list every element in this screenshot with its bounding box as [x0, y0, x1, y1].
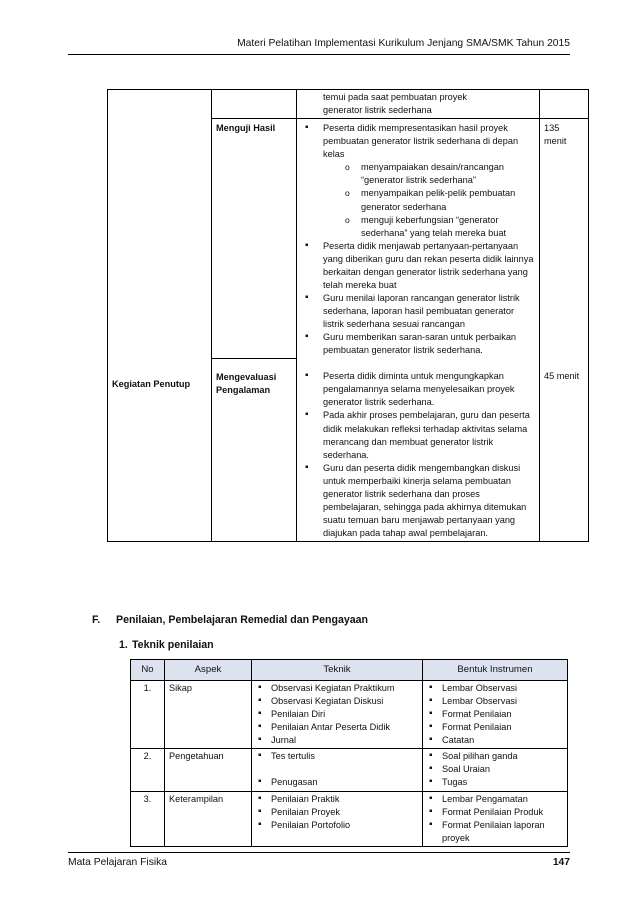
table-row: [131, 749, 568, 791]
list-item: ▪ Format Penilaian Produk: [442, 806, 563, 819]
penutup-desc: [297, 358, 540, 541]
list-item: ▪ Penugasan: [271, 776, 418, 789]
subsection-number: 1.: [119, 639, 128, 651]
sub-list-item: o menyampaikan pelik-pelik pembuatan generator sederhana: [361, 187, 535, 213]
table-header-row: [131, 660, 568, 681]
header-bentuk: Bentuk Instrumen: [423, 660, 568, 681]
list-item: ▪ Jurnal: [271, 734, 418, 747]
menguji-desc: [297, 119, 540, 359]
kegiatan-label: Kegiatan Penutup: [112, 379, 191, 389]
row-teknik: [252, 791, 423, 846]
row-teknik: [252, 749, 423, 791]
list-item: ▪ Penilaian Portofolio: [271, 819, 418, 832]
list-item: ▪ Guru menilai laporan rancangan generator listrik sederhana, laporan hasil pembuatan generator listrik sederhana sesuai rancangan: [323, 292, 535, 331]
list-item: ▪ Lembar Pengamatan: [442, 793, 563, 806]
header-rule: [68, 54, 570, 55]
mengevaluasi-label: Mengevaluasi Pengalaman: [216, 371, 277, 395]
sub-list-item: o menguji keberfungsian “generator sederhana” yang telah mereka buat: [361, 214, 535, 240]
row-aspek: Pengetahuan: [165, 749, 252, 791]
row-teknik: [252, 681, 423, 749]
list-item: [323, 122, 535, 240]
subsection-heading: [119, 639, 214, 651]
list-item: ▪ Tugas: [442, 776, 563, 789]
menguji-cell: [212, 119, 297, 359]
desc-cell: [297, 90, 540, 119]
continuation-line: generator listrik sederhana: [323, 105, 432, 116]
continuation-text: [303, 91, 535, 117]
list-item: ▪ Observasi Kegiatan Diskusi: [271, 695, 418, 708]
list-item: ▪ Catatan: [442, 734, 563, 747]
list-item: ▪ Format Penilaian: [442, 708, 563, 721]
row-bentuk: [423, 681, 568, 749]
list-item: ▪ Penilaian Praktik: [271, 793, 418, 806]
list-item: ▪ Soal pilihan ganda: [442, 750, 563, 763]
list-item: ▪ Format Penilaian laporan proyek: [442, 819, 563, 845]
list-item: ▪ Format Penilaian: [442, 721, 563, 734]
list-item: ▪ Penilaian Antar Peserta Didik: [271, 721, 418, 734]
list-item: ▪ Lembar Observasi: [442, 682, 563, 695]
list-item-text: Peserta didik mempresentasikan hasil proyek pembuatan generator listrik sederhana di depan kelas: [323, 123, 519, 160]
mengevaluasi-cell: [212, 358, 297, 541]
list-item: ▪ Peserta didik diminta untuk mengungkapkan pengalamannya selama menyelesaikan proyek generator listrik sederhana.: [323, 370, 535, 409]
section-title: Penilaian, Pembelajaran Remedial dan Pengayaan: [116, 614, 368, 626]
list-item: ▪ Peserta didik menjawab pertanyaan-pertanyaan yang diberikan guru dan rekan peserta didik lainnya berkaitan dengan generator listrik sederhana yang telah mereka buat: [323, 240, 535, 292]
header-teknik: Teknik: [252, 660, 423, 681]
page-header: Materi Pelatihan Implementasi Kurikulum Jenjang SMA/SMK Tahun 2015: [237, 38, 570, 49]
section-heading: [92, 614, 368, 626]
table-row: [131, 681, 568, 749]
list-item: ▪ Lembar Observasi: [442, 695, 563, 708]
continuation-line: temui pada saat pembuatan proyek: [323, 92, 468, 102]
menguji-time: 135 menit: [540, 119, 589, 359]
table-row: [131, 791, 568, 846]
list-item: ▪ Pada akhir proses pembelajaran, guru dan peserta didik melakukan refleksi terhadap aktivitas selama merancang dan membuat generator listrik sederhana.: [323, 409, 535, 461]
list-item: ▪ Penilaian Diri: [271, 708, 418, 721]
row-no: 3.: [131, 791, 165, 846]
list-item: ▪ Soal Uraian: [442, 763, 563, 776]
list-item: ▪ Observasi Kegiatan Praktikum: [271, 682, 418, 695]
table-row: [108, 90, 589, 119]
sub-list-item: o menyampaiakan desain/rancangan “generator listrik sederhana”: [361, 161, 535, 187]
menguji-label: Menguji Hasil: [216, 123, 276, 134]
assessment-table: [130, 659, 568, 847]
header-no: No: [131, 660, 165, 681]
penutup-time: 45 menit: [540, 358, 589, 541]
empty-cell: [540, 90, 589, 119]
list-item: ▪ Tes tertulis: [271, 750, 418, 763]
row-bentuk: [423, 791, 568, 846]
row-bentuk: [423, 749, 568, 791]
footer-subject: Mata Pelajaran Fisika: [68, 857, 168, 868]
subsection-title: Teknik penilaian: [132, 639, 214, 651]
empty-cell: [212, 90, 297, 119]
row-no: 2.: [131, 749, 165, 791]
kegiatan-cell: [108, 90, 212, 542]
row-aspek: Sikap: [165, 681, 252, 749]
activity-table: [107, 89, 589, 542]
footer-rule: [68, 852, 570, 853]
list-item: ▪ Guru dan peserta didik mengembangkan diskusi untuk memperbaiki kinerja selama pembuatan generator listrik sederhana dan proses pembelajaran, sehingga pada akhirnya ditemukan suatu temuan baru menjawab pertanyaan yang diajukan pada tahap awal pembelajaran.: [323, 462, 535, 540]
header-aspek: Aspek: [165, 660, 252, 681]
page-number: 147: [552, 857, 570, 868]
list-item: ▪ Penilaian Proyek: [271, 806, 418, 819]
row-no: 1.: [131, 681, 165, 749]
list-item: ▪ Guru memberikan saran-saran untuk perbaikan pembuatan generator listrik sederhana.: [323, 331, 535, 357]
row-aspek: Keterampilan: [165, 791, 252, 846]
section-letter: F.: [92, 614, 101, 626]
